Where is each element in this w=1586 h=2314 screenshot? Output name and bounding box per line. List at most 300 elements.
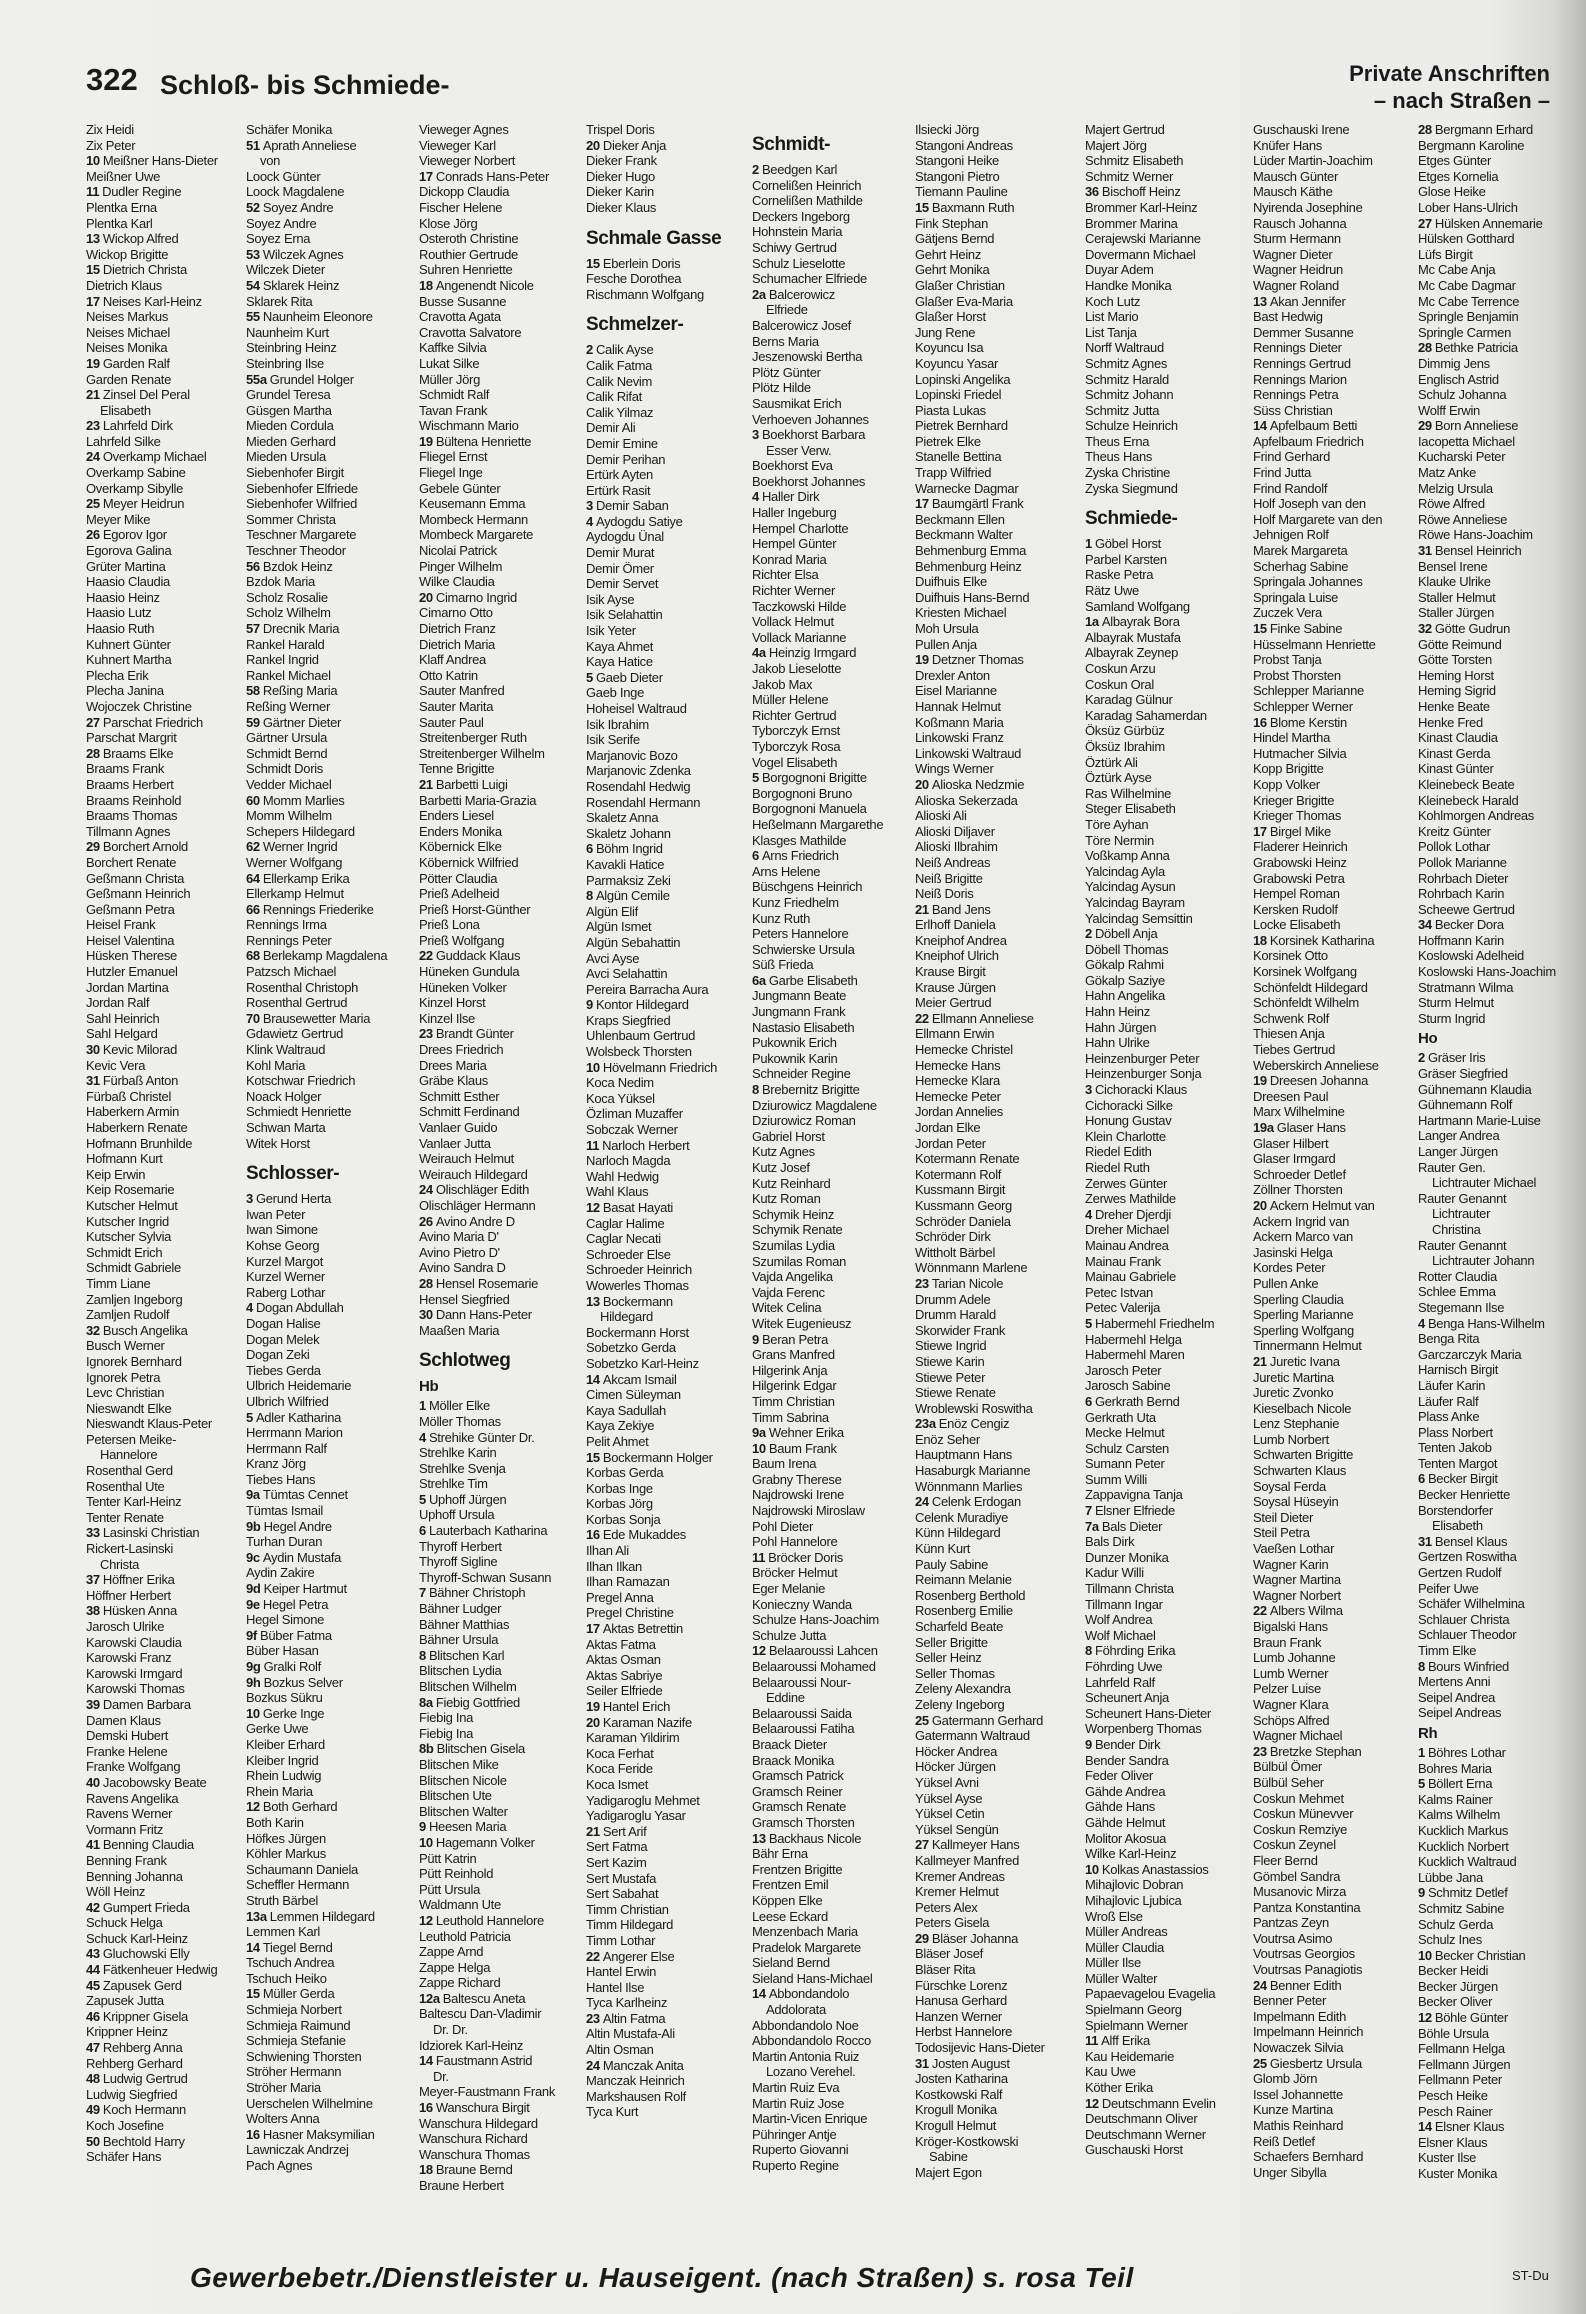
listing-entry: 10 Meißner Hans-Dieter	[86, 153, 218, 169]
listing-entry: Wagner Klara	[1253, 1696, 1329, 1712]
listing-entry: Uerschelen Wilhelmine	[246, 2095, 373, 2111]
house-number: 62	[246, 839, 260, 855]
listing-entry: Kopp Volker	[1253, 776, 1320, 792]
listing-entry: Alioski Ali	[915, 808, 967, 824]
house-number: 4a	[752, 645, 766, 661]
listing-entry: 29 Bläser Johanna	[915, 1930, 1019, 1946]
listing-entry: Altin Mustafa-Ali	[586, 2026, 675, 2042]
listing-entry: Pietrek Bernhard	[915, 418, 1008, 434]
house-number: 9	[1085, 1736, 1092, 1752]
listing-entry: Guschauski Horst	[1085, 2142, 1183, 2158]
listing-entry: Schlepper Werner	[1253, 698, 1353, 714]
house-number: 25	[1253, 2055, 1267, 2071]
listing-entry: Rosenberg Berthold	[915, 1587, 1026, 1603]
listing-entry: 15 Finke Sabine	[1253, 621, 1343, 636]
listing-entry: Cornelißen Heinrich	[752, 177, 862, 193]
listing-entry: Vedder Michael	[246, 776, 332, 792]
house-number: 24	[86, 449, 100, 465]
listing-entry: Hahn Ulrike	[1085, 1035, 1150, 1051]
listing-entry: Klose Jörg	[419, 215, 478, 231]
listing-entry: Theus Hans	[1085, 449, 1153, 465]
listing-entry: Zerwes Mathilde	[1085, 1191, 1176, 1207]
listing-entry: Trapp Wilfried	[915, 465, 992, 481]
listing-entry: Jung Rene	[915, 324, 976, 340]
listing-entry: Kunze Martina	[1253, 2102, 1333, 2118]
house-number: 4	[1418, 1315, 1425, 1331]
listing-entry: Coskun Zeynel	[1253, 1837, 1336, 1853]
listing-entry: Sobetzko Gerda	[586, 1340, 676, 1356]
listing-entry: Schmidt Gabriele	[86, 1260, 181, 1276]
listing-entry: Lüder Martin-Joachim	[1253, 153, 1373, 169]
listing-entry: 34 Becker Dora	[1418, 917, 1504, 933]
house-number: 52	[246, 199, 260, 215]
listing-entry: Kopp Brigitte	[1253, 761, 1324, 777]
house-number: 2a	[752, 286, 766, 302]
listing-entry: 19 Hantel Erich	[586, 1699, 671, 1714]
listing-entry: Hartmann Marie-Luise	[1418, 1112, 1541, 1128]
house-number: 13	[1253, 293, 1267, 309]
listing-entry: Hannelore	[100, 1447, 158, 1463]
listing-entry: Hofmann Kurt	[86, 1151, 163, 1167]
listing-entry: Blitschen Wilhelm	[419, 1679, 517, 1694]
house-number: 15	[586, 255, 600, 271]
listing-entry: Stiewe Renate	[915, 1385, 996, 1401]
listing-entry: Drumm Harald	[915, 1307, 996, 1323]
listing-entry: Frind Jutta	[1253, 465, 1312, 481]
listing-entry: Enöz Seher	[915, 1431, 980, 1447]
listing-entry: 22 Angerer Else	[586, 1948, 675, 1964]
listing-entry: Petersen Meike-	[86, 1431, 177, 1447]
listing-entry: 8 Bours Winfried	[1418, 1658, 1509, 1674]
listing-entry: Springle Carmen	[1418, 324, 1512, 340]
listing-entry: Vajda Angelika	[752, 1269, 833, 1285]
listing-entry: Rauter Genannt	[1418, 1190, 1507, 1206]
listing-entry: Haasio Ruth	[86, 621, 155, 636]
listing-entry: Peters Gisela	[915, 1915, 990, 1931]
listing-entry: Dogan Melek	[246, 1331, 320, 1347]
listing-entry: Schmitz Agnes	[1085, 355, 1168, 371]
listing-entry: 4 Dogan Abdullah	[246, 1300, 344, 1316]
listing-entry: Meißner Uwe	[86, 168, 160, 184]
listing-entry: 31 Josten August	[915, 2055, 1010, 2071]
listing-entry: Lukat Silke	[419, 355, 480, 371]
listing-entry: Pereira Barracha Aura	[586, 981, 709, 997]
listing-entry: 11 Dudler Regine	[86, 184, 182, 200]
listing-entry: Kremer Andreas	[915, 1868, 1005, 1884]
listing-entry: Skaletz Anna	[586, 810, 659, 826]
listing-entry: Kotermann Renate	[915, 1151, 1020, 1167]
listing-entry: Jakob Lieselotte	[752, 661, 842, 676]
listing-entry: 4a Heinzig Irmgard	[752, 645, 857, 661]
listing-entry: Wahl Hedwig	[586, 1168, 659, 1184]
listing-entry: Gramsch Patrick	[752, 1768, 844, 1784]
listing-entry: 1 Göbel Horst	[1085, 536, 1161, 552]
listing-entry: Ignorek Petra	[86, 1369, 161, 1385]
listing-entry: Ertürk Ayten	[586, 467, 653, 483]
listing-entry: Kutscher Sylvia	[86, 1229, 172, 1245]
listing-entry: Waldmann Ute	[419, 1897, 501, 1913]
listing-entry: Voutrsas Panagiotis	[1253, 1962, 1363, 1978]
listing-entry: 17 Baumgärtl Frank	[915, 496, 1024, 512]
listing-entry: Handke Monika	[1085, 277, 1172, 293]
listing-entry: Richter Elsa	[752, 567, 819, 583]
listing-entry: Schulz Lieselotte	[752, 255, 846, 271]
listing-entry: Korbas Inge	[586, 1480, 653, 1496]
listing-entry: Sert Kazim	[586, 1854, 647, 1870]
house-number: 27	[86, 714, 100, 730]
listing-entry: Borstendorfer	[1418, 1502, 1493, 1518]
listing-entry: 25 Giesbertz Ursula	[1253, 2055, 1362, 2071]
listing-entry: Karowski Irmgard	[86, 1665, 183, 1681]
listing-entry: Drumm Adele	[915, 1291, 991, 1307]
house-number: 13	[586, 1293, 600, 1309]
listing-entry: Juretic Martina	[1253, 1369, 1334, 1385]
listing-entry: List Mario	[1085, 309, 1139, 325]
listing-entry: Tenter Karl-Heinz	[86, 1494, 182, 1510]
house-number: 4	[246, 1300, 253, 1316]
listing-entry: Spielmann Georg	[1085, 2002, 1182, 2018]
listing-entry: Demir Ali	[586, 420, 636, 436]
listing-entry: Isik Ibrahim	[586, 716, 649, 732]
listing-entry: Geßmann Heinrich	[86, 886, 191, 902]
listing-entry: Warnecke Dagmar	[915, 480, 1019, 496]
listing-entry: Rennings Irma	[246, 917, 327, 933]
listing-entry: 14 Tiegel Bernd	[246, 1939, 333, 1955]
listing-entry: Peters Hannelore	[752, 926, 849, 942]
listing-entry: Soysal Ferda	[1253, 1478, 1326, 1494]
listing-entry: Abbondandolo Rocco	[752, 2033, 871, 2049]
house-number: 17	[586, 1621, 600, 1637]
listing-entry: Skaletz Johann	[586, 825, 671, 841]
listing-entry: 22 Ellmann Anneliese	[915, 1010, 1034, 1026]
listing-entry: Gühnemann Rolf	[1418, 1097, 1513, 1113]
listing-entry: 22 Guddack Klaus	[419, 948, 521, 964]
listing-entry: Schroeder Else	[586, 1246, 671, 1262]
listing-entry: Kutz Reinhard	[752, 1175, 831, 1191]
listing-entry: Pietrek Elke	[915, 433, 981, 449]
listing-entry: Bähner Ursula	[419, 1632, 499, 1648]
listing-entry: Fliegel Inge	[419, 465, 483, 481]
listing-entry: Kaya Zekiye	[586, 1418, 655, 1434]
listing-entry: Siebenhofer Wilfried	[246, 496, 358, 512]
listing-entry: Stiewe Ingrid	[915, 1338, 987, 1354]
listing-entry: Cravotta Salvatore	[419, 324, 522, 340]
listing-entry: Tenten Jakob	[1418, 1440, 1492, 1456]
listing-entry: 31 Bensel Klaus	[1418, 1533, 1508, 1549]
listing-entry: Bläser Josef	[915, 1946, 983, 1962]
listing-entry: Schmitz Jutta	[1085, 402, 1160, 418]
listing-entry: Klauke Ulrike	[1418, 574, 1491, 590]
listing-entry: Sauter Paul	[419, 714, 484, 730]
listing-entry: Krippner Heinz	[86, 2024, 168, 2040]
listing-entry: Duifhuis Hans-Bernd	[915, 589, 1030, 605]
listing-entry: Pullen Anke	[1253, 1275, 1319, 1291]
listing-entry: Sturm Helmut	[1418, 995, 1494, 1011]
listing-entry: 4 Haller Dirk	[752, 489, 820, 505]
listing-entry: Kreitz Günter	[1418, 823, 1491, 839]
listing-entry: 21 Barbetti Luigi	[419, 776, 508, 792]
listing-entry: Schwiening Thorsten	[246, 2048, 362, 2064]
listing-entry: Kaya Sadullah	[586, 1402, 666, 1418]
listing-entry: 12a Baltescu Aneta	[419, 1990, 526, 2006]
listing-entry: Reßing Werner	[246, 698, 331, 714]
house-number: 8b	[419, 1741, 434, 1757]
listing-entry: Dziurowicz Magdalene	[752, 1097, 877, 1113]
listing-entry: Bröcker Helmut	[752, 1565, 838, 1581]
listing-entry: Pollok Marianne	[1418, 854, 1507, 870]
listing-entry: Wönnmann Marlies	[915, 1478, 1023, 1494]
listing-entry: 9e Hegel Petra	[246, 1596, 329, 1612]
listing-entry: Koch Josefine	[86, 2118, 164, 2133]
listing-entry: Kuster Ilse	[1418, 2150, 1477, 2166]
footer-note: Gewerbebetr./Dienstleister u. Hauseigent. (nach Straßen) s. rosa Teil	[190, 2262, 1134, 2293]
house-number: 12	[1085, 2095, 1099, 2111]
listing-entry: Höcker Jürgen	[915, 1759, 996, 1775]
listing-entry: Tavan Frank	[419, 402, 488, 418]
house-number: 9	[419, 1819, 426, 1835]
listing-entry: Streitenberger Wilhelm	[419, 745, 545, 761]
listing-entry: Klasges Mathilde	[752, 832, 847, 848]
listing-entry: Kadur Willi	[1085, 1565, 1144, 1581]
column-2	[246, 122, 404, 2174]
listing-entry: 42 Gumpert Frieda	[86, 1899, 190, 1915]
listing-entry: Koca Nedim	[586, 1075, 654, 1091]
listing-entry: Hempel Roman	[1253, 886, 1340, 902]
listing-entry: 30 Dann Hans-Peter	[419, 1307, 532, 1323]
listing-entry: Kuster Monika	[1418, 2166, 1498, 2181]
listing-entry: Glaser Irmgard	[1253, 1151, 1336, 1167]
listing-entry: Schymik Renate	[752, 1222, 843, 1238]
listing-entry: Kavakli Hatice	[586, 856, 665, 872]
house-number: 10	[752, 1440, 766, 1456]
listing-entry: Marjanovic Bozo	[586, 747, 678, 763]
house-number: 12	[752, 1643, 766, 1659]
listing-entry: Isik Ayse	[586, 591, 635, 607]
listing-entry: Summ Willi	[1085, 1471, 1147, 1487]
listing-entry: Ellerkamp Helmut	[246, 886, 344, 902]
listing-entry: Kaya Hatice	[586, 654, 653, 670]
listing-entry: 7 Elsner Elfriede	[1085, 1503, 1175, 1519]
listing-entry: 50 Bechtold Harry	[86, 2133, 185, 2149]
listing-entry: 9c Aydin Mustafa	[246, 1549, 342, 1565]
listing-entry: Tümtas Ismail	[246, 1503, 324, 1519]
listing-entry: Blitschen Ute	[419, 1788, 492, 1804]
listing-entry: Struth Bärbel	[246, 1892, 318, 1908]
listing-entry: 49 Koch Hermann	[86, 2102, 186, 2118]
listing-entry: Hindel Martha	[1253, 730, 1331, 746]
listing-entry: Timm Liane	[86, 1275, 151, 1291]
listing-entry: Josten Katharina	[915, 2071, 1008, 2087]
listing-entry: Müller Claudia	[1085, 1939, 1164, 1955]
listing-entry: Dieker Frank	[586, 153, 657, 169]
listing-entry: 23 Altin Fatma	[586, 2010, 666, 2026]
listing-entry: Seller Thomas	[915, 1665, 995, 1681]
listing-entry: Habermehl Helga	[1085, 1331, 1182, 1347]
listing-entry: 24 Overkamp Michael	[86, 449, 207, 465]
house-number: 57	[246, 621, 260, 636]
listing-entry: Öksüz Gürbüz	[1085, 723, 1165, 739]
listing-entry: Hanusa Gerhard	[915, 1993, 1007, 2009]
listing-entry: Glaßer Eva-Maria	[915, 293, 1013, 309]
listing-entry: Nicolai Patrick	[419, 543, 497, 559]
listing-entry: Ackern Marco van	[1253, 1229, 1353, 1245]
listing-entry: 53 Wilczek Agnes	[246, 246, 344, 262]
listing-entry: Kleinebeck Beate	[1418, 776, 1515, 792]
listing-entry: Zappe Helga	[419, 1959, 491, 1975]
listing-entry: Götte Reimund	[1418, 636, 1502, 652]
listing-entry: Sabine	[929, 2149, 968, 2165]
listing-entry: Bockermann Horst	[586, 1324, 689, 1340]
listing-entry: Hofmann Brunhilde	[86, 1135, 193, 1151]
listing-entry: Hantel Ilse	[586, 1979, 645, 1995]
listing-entry: Mecke Helmut	[1085, 1425, 1165, 1441]
listing-entry: Gräser Siegfried	[1418, 1066, 1508, 1082]
listing-entry: Wagner Norbert	[1253, 1587, 1341, 1603]
listing-entry: Dieker Karin	[586, 184, 654, 200]
listing-entry: Hauptmann Hans	[915, 1447, 1012, 1463]
listing-entry: Köhler Markus	[246, 1846, 326, 1862]
listing-entry: 2 Gräser Iris	[1418, 1050, 1486, 1066]
listing-entry: 5 Gaeb Dieter	[586, 669, 663, 685]
house-number: 10	[86, 153, 100, 169]
listing-entry: Tinnermann Helmut	[1253, 1338, 1362, 1354]
listing-entry: Vormann Fritz	[86, 1821, 164, 1837]
listing-entry: Hilgerink Edgar	[752, 1378, 837, 1394]
house-number: 59	[246, 714, 260, 730]
listing-entry: 21 Juretic Ivana	[1253, 1353, 1340, 1369]
listing-entry: Wroß Else	[1085, 1908, 1143, 1924]
listing-entry: Wings Werner	[915, 761, 994, 777]
listing-entry: Schaefers Bernhard	[1253, 2149, 1364, 2165]
listing-entry: Grabowski Petra	[1253, 870, 1345, 886]
listing-entry: Fesche Dorothea	[586, 271, 682, 287]
listing-entry: 4 Benga Hans-Wilhelm	[1418, 1315, 1545, 1331]
listing-entry: 20 Cimarno Ingrid	[419, 589, 517, 605]
listing-entry: Kersken Rudolf	[1253, 901, 1338, 917]
listing-entry: Keusemann Emma	[419, 496, 526, 512]
listing-entry: Kalms Wilhelm	[1418, 1807, 1501, 1823]
listing-entry: Kucharski Peter	[1418, 449, 1506, 465]
listing-entry: Etges Kornelia	[1418, 168, 1499, 184]
listing-entry: 18 Korsinek Katharina	[1253, 932, 1375, 948]
listing-entry: Eddine	[766, 1690, 805, 1706]
listing-entry: Patzsch Michael	[246, 964, 337, 980]
listing-entry: Gerkrath Uta	[1085, 1409, 1156, 1425]
listing-entry: Nieswandt Elke	[86, 1400, 172, 1416]
listing-entry: Enders Monika	[419, 823, 502, 839]
house-number: 21	[419, 776, 433, 792]
listing-entry: Marek Margareta	[1253, 543, 1348, 559]
listing-entry: 30 Kevic Milorad	[86, 1042, 178, 1058]
listing-entry: Apfelbaum Friedrich	[1253, 433, 1364, 449]
listing-entry: Büschgens Heinrich	[752, 879, 863, 895]
listing-entry: Demski Hubert	[86, 1728, 169, 1744]
listing-entry: Garczarczyk Maria	[1418, 1346, 1522, 1362]
listing-entry: Öksüz Ibrahim	[1085, 738, 1165, 754]
listing-entry: Tenten Margot	[1418, 1455, 1498, 1471]
listing-entry: 13 Akan Jennifer	[1253, 293, 1346, 309]
listing-entry: 8 Föhrding Erika	[1085, 1643, 1176, 1659]
listing-entry: 68 Berlekamp Magdalena	[246, 948, 388, 964]
listing-entry: 46 Krippner Gisela	[86, 2008, 188, 2024]
listing-entry: Dunzer Monika	[1085, 1549, 1169, 1565]
listing-entry: Raberg Lothar	[246, 1284, 326, 1300]
house-number: 14	[1253, 418, 1267, 434]
listing-entry: Bigalski Hans	[1253, 1619, 1328, 1634]
listing-entry: Drexler Anton	[915, 667, 990, 683]
listing-entry: Schwan Marta	[246, 1120, 326, 1135]
listing-entry: Kinzel Ilse	[419, 1010, 475, 1026]
house-number: 36	[1085, 184, 1099, 200]
house-number: 10	[246, 1705, 260, 1721]
listing-entry: Unger Sibylla	[1253, 2164, 1327, 2180]
listing-entry: Leese Eckard	[752, 1908, 828, 1924]
house-number: 20	[419, 589, 433, 605]
house-number: 3	[246, 1191, 253, 1207]
listing-entry: 9g Gralki Rolf	[246, 1659, 321, 1674]
listing-entry: 32 Busch Angelika	[86, 1322, 188, 1338]
listing-entry: Scholz Rosalie	[246, 589, 328, 605]
house-number: 14	[586, 1371, 600, 1387]
house-number: 49	[86, 2102, 100, 2118]
listing-entry: Rausch Johanna	[1253, 215, 1347, 231]
listing-entry: Sperling Marianne	[1253, 1307, 1354, 1323]
listing-entry: Ruperto Giovanni	[752, 2142, 849, 2158]
house-number: 7	[1085, 1503, 1092, 1519]
listing-entry: Kussmann Georg	[915, 1197, 1012, 1213]
listing-entry: Güsgen Martha	[246, 402, 332, 418]
listing-entry: Pregel Anna	[586, 1589, 654, 1605]
listing-entry: Braams Frank	[86, 761, 165, 777]
listing-entry: Kohse Georg	[246, 1237, 320, 1253]
listing-entry: 1 Böhres Lothar	[1418, 1744, 1506, 1760]
listing-entry: Moh Ursula	[915, 621, 979, 636]
house-number: 27	[915, 1837, 929, 1853]
listing-entry: Sert Fatma	[586, 1839, 648, 1855]
listing-entry: 9 Beran Petra	[752, 1331, 829, 1347]
listing-entry: 15 Müller Gerda	[246, 1986, 335, 2002]
listing-entry: Noack Holger	[246, 1088, 322, 1104]
house-number: 6	[752, 848, 759, 864]
house-number: 31	[86, 1073, 100, 1089]
listing-entry: Schmidt Bernd	[246, 745, 328, 761]
listing-entry: Bähr Erna	[752, 1846, 808, 1862]
listing-entry: 10 Baum Frank	[752, 1440, 837, 1456]
listing-entry: Schlee Emma	[1418, 1284, 1496, 1300]
listing-entry: Prieß Lona	[419, 917, 480, 933]
listing-entry: Krause Birgit	[915, 964, 986, 980]
listing-entry: Lopinski Friedel	[915, 387, 1002, 403]
listing-entry: Soysal Hüseyin	[1253, 1494, 1339, 1510]
listing-entry: Calik Fatma	[586, 357, 653, 373]
listing-entry: Schwierske Ursula	[752, 941, 855, 957]
listing-entry: 26 Avino Andre D	[419, 1213, 515, 1229]
listing-entry: 10 Becker Christian	[1418, 1947, 1526, 1963]
listing-entry: Korbas Jörg	[586, 1496, 653, 1512]
listing-entry: Schäfer Monika	[246, 122, 333, 137]
listing-entry: Arns Helene	[752, 863, 821, 879]
listing-entry: Jordan Annelies	[915, 1104, 1004, 1120]
listing-entry: Iacopetta Michael	[1418, 433, 1515, 449]
listing-entry: Avino Pietro D'	[419, 1244, 500, 1260]
listing-entry: Balcerowicz Josef	[752, 317, 851, 333]
listing-entry: Vaeßen Lothar	[1253, 1541, 1335, 1557]
house-number: 45	[86, 1977, 100, 1993]
house-number: 18	[419, 277, 433, 293]
listing-entry: Yüksel Ayse	[915, 1790, 983, 1806]
listing-entry: Scholz Wilhelm	[246, 605, 331, 621]
listing-entry: Rennings Marion	[1253, 371, 1347, 387]
